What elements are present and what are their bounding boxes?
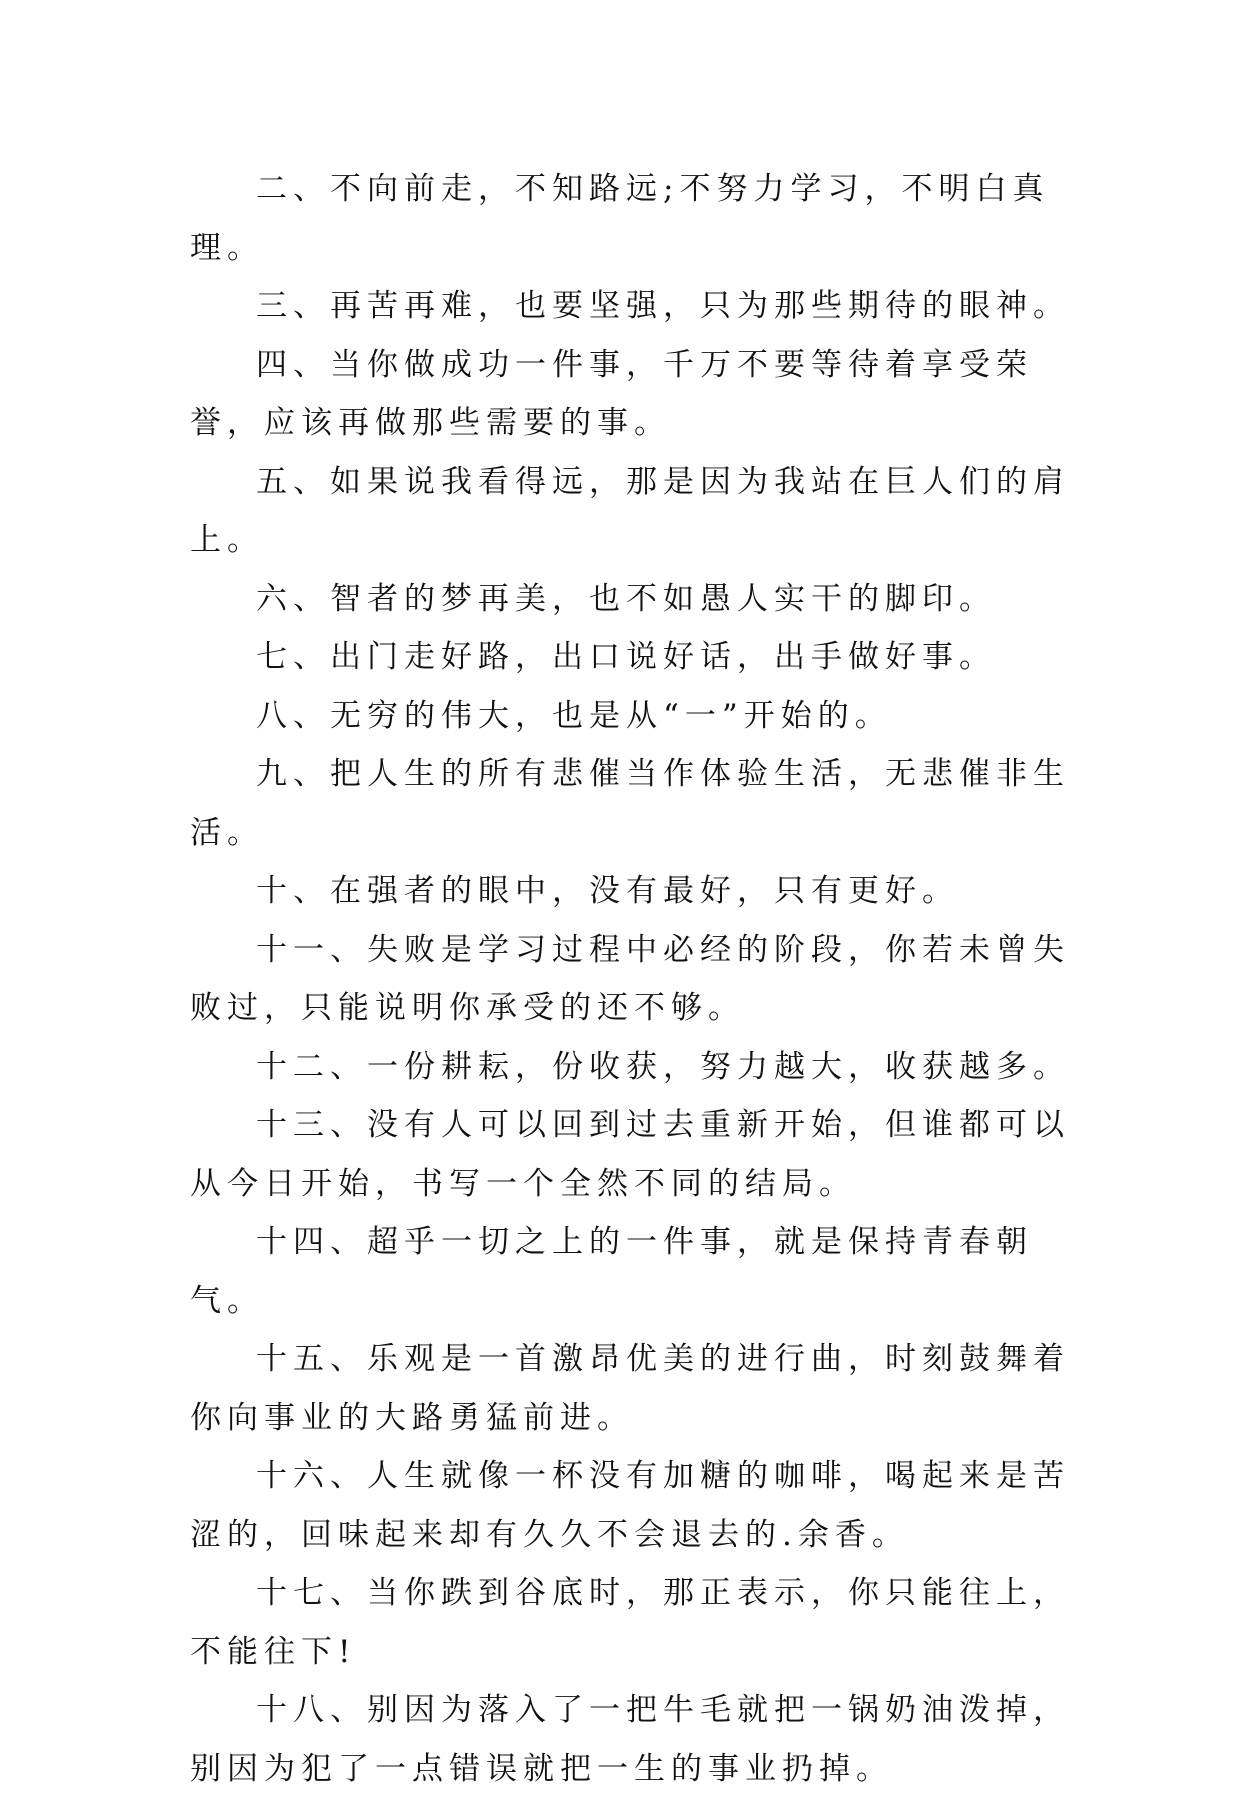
paragraph: 九、把人生的所有悲催当作体验生活，无悲催非生活。 <box>190 756 1070 851</box>
paragraph: 七、出门走好路，出口说好话，出手做好事。 <box>256 639 996 675</box>
paragraph: 六、智者的梦再美，也不如愚人实干的脚印。 <box>256 580 996 617</box>
paragraph: 八、无穷的伟大，也是从“一”开始的。 <box>256 697 892 734</box>
paragraph: 十六、人生就像一杯没有加糖的咖啡，喝起来是苦涩的，回味起来却有久久不会退去的.余香。 <box>190 1458 1070 1553</box>
paragraph: 十二、一份耕耘，份收获，努力越大，收获越多。 <box>256 1048 1070 1085</box>
paragraph: 十三、没有人可以回到过去重新开始，但谁都可以从今日开始，书写一个全然不同的结局。 <box>190 1107 1070 1202</box>
paragraph: 十五、乐观是一首激昂优美的进行曲，时刻鼓舞着你向事业的大路勇猛前进。 <box>190 1341 1070 1436</box>
paragraph: 五、如果说我看得远，那是因为我站在巨人们的肩上。 <box>190 463 1070 558</box>
paragraph: 十八、别因为落入了一把牛毛就把一锅奶油泼掉，别因为犯了一点错误就把一生的事业扔掉。 <box>190 1692 1070 1787</box>
paragraph: 二、不向前走，不知路远;不努力学习，不明白真理。 <box>190 171 1050 266</box>
paragraph: 三、再苦再难，也要坚强，只为那些期待的眼神。 <box>256 288 1070 324</box>
document-body <box>190 160 1070 1798</box>
paragraph: 十一、失败是学习过程中必经的阶段，你若未曾失败过，只能说明你承受的还不够。 <box>190 931 1070 1026</box>
paragraph: 十四、超乎一切之上的一件事，就是保持青春朝气。 <box>190 1224 1033 1319</box>
paragraph: 十、在强者的眼中，没有最好，只有更好。 <box>256 873 959 909</box>
paragraph: 十七、当你跌到谷底时，那正表示，你只能往上，不能往下! <box>190 1575 1070 1670</box>
paragraph: 四、当你做成功一件事，千万不要等待着享受荣誉，应该再做那些需要的事。 <box>190 346 1033 441</box>
